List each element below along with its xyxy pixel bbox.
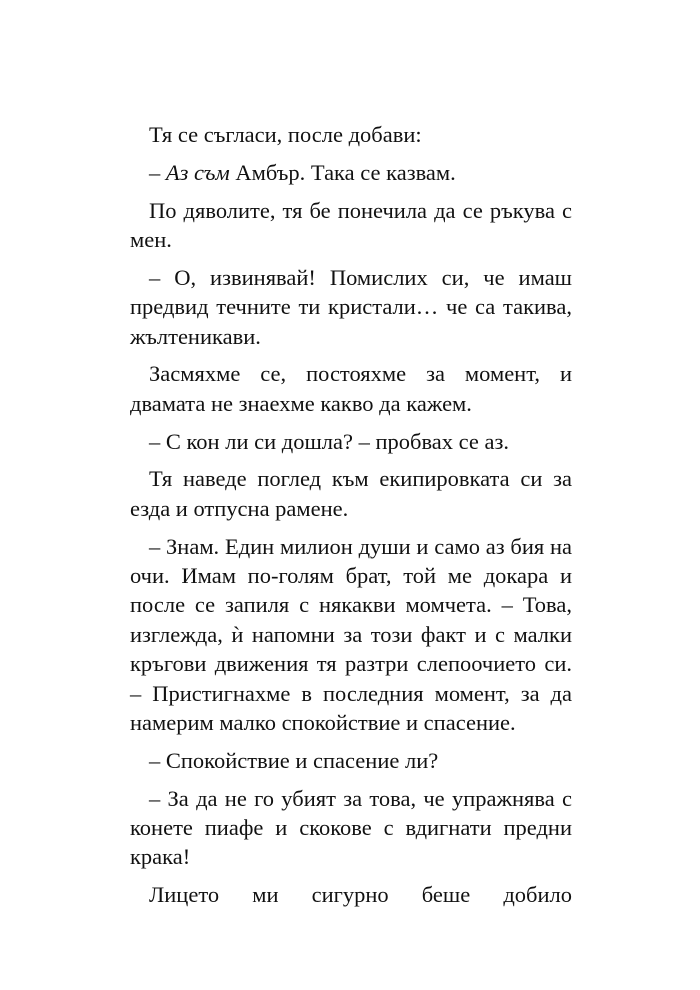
paragraph: Тя се съгласи, после добави: [149, 122, 422, 147]
paragraph: – О, извинявай! Помислих си, че имаш предвид течните ти кристали… че са такива, жълтеникави. [130, 264, 572, 349]
paragraph: – Знам. Един милион души и само аз бия на очи. Имам по-голям брат, той ме докара и после се запиля с някакви момчета. – Това, изглежда, ѝ напомни за този факт и с малки кръгови движения тя разтри слепоочието си. – Пристигнахме в последния момент, за да намерим малко спокойствие и спасение. [130, 533, 572, 736]
italic-emphasis: Аз съм [165, 159, 230, 185]
paragraph: – Спокойствие и спасение ли? [149, 747, 439, 773]
paragraph-rest: Амбър. Така се казвам. [229, 159, 456, 185]
paragraph [130, 158, 572, 187]
paragraph: Лицето ми сигурно беше добило [149, 882, 572, 908]
paragraph: – За да не го убият за това, че упражнява с конете пиафе и скокове с вдигнати предни крака! [130, 785, 572, 870]
dialogue-dash: – [149, 159, 166, 185]
paragraph: Тя наведе поглед към екипировката си за езда и отпусна рамене. [130, 466, 572, 521]
paragraph: По дяволите, тя бе понечила да се ръкува с мен. [130, 197, 572, 252]
body-text [130, 120, 572, 910]
paragraph: Засмяхме се, постояхме за момент, и двамата не знаехме какво да кажем. [130, 361, 572, 416]
paragraph: – С кон ли си дошла? – пробвах се аз. [149, 428, 510, 454]
